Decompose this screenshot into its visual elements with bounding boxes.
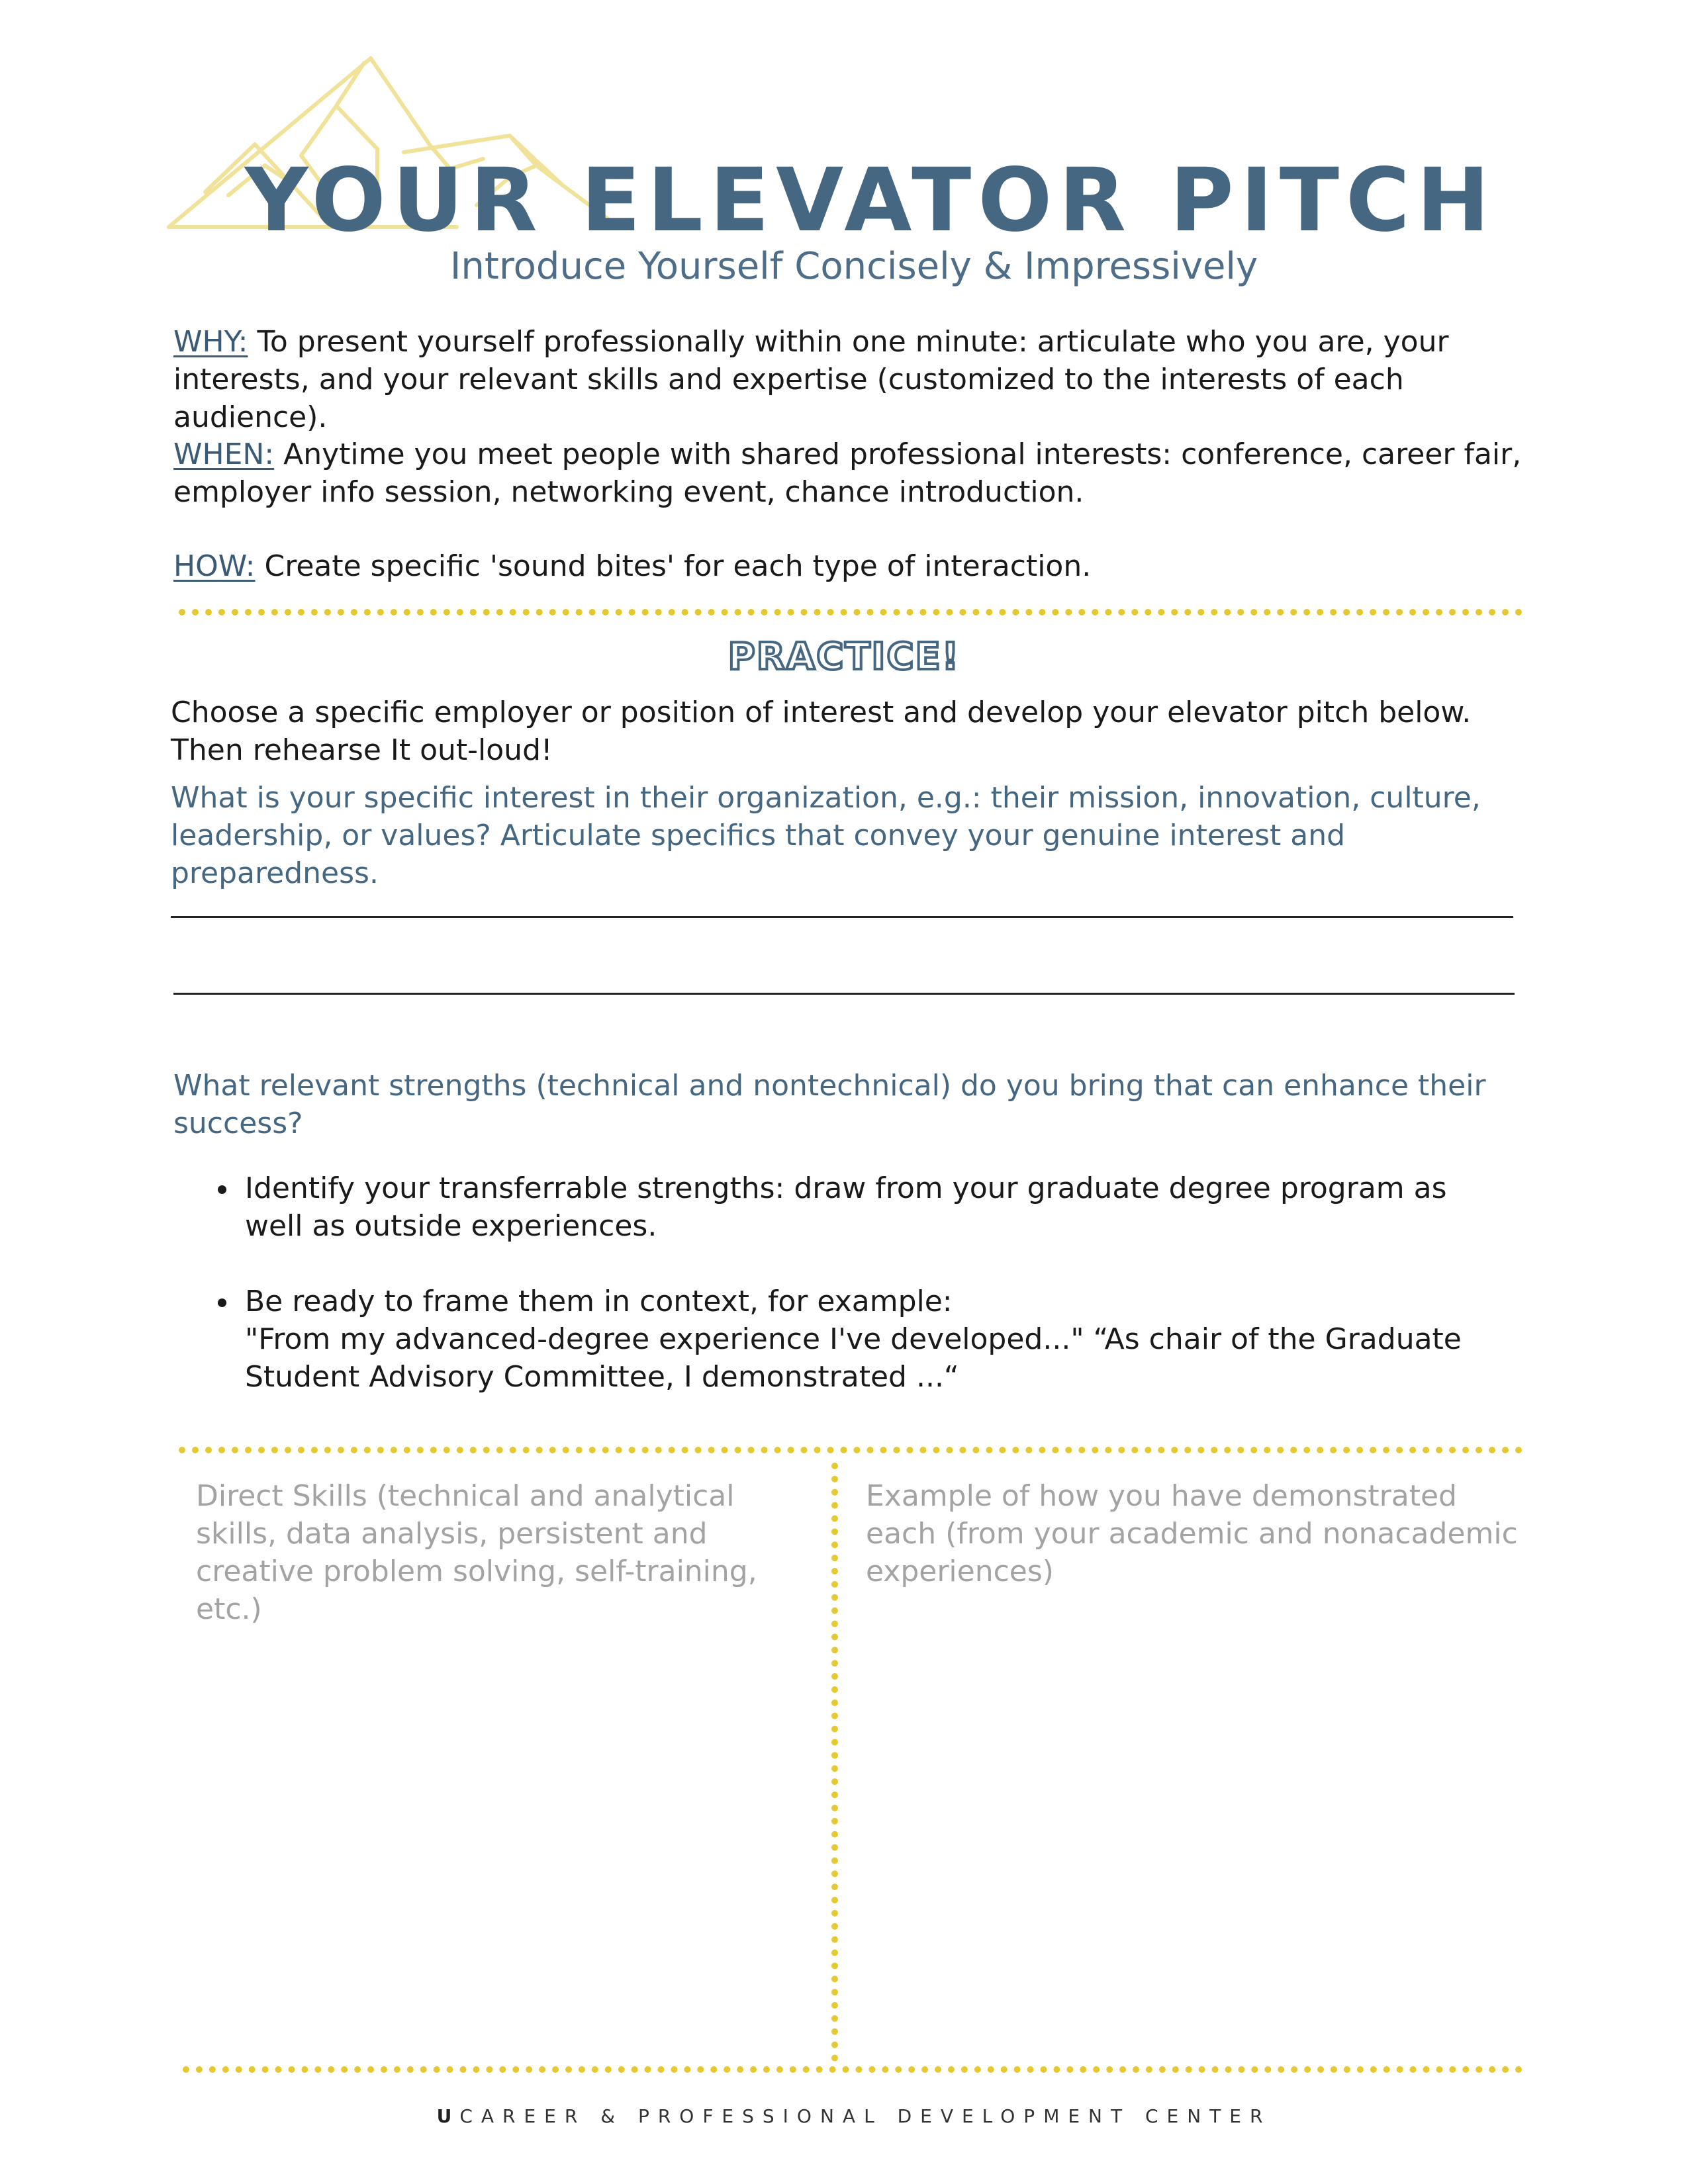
university-logo-icon: U [436, 2105, 452, 2127]
when-paragraph [173, 435, 1537, 511]
bullet-text: Identify your transferrable strengths: draw from your graduate degree program as well as outside experiences. [245, 1171, 1447, 1243]
when-label: WHEN: [173, 437, 275, 471]
footer-text: CAREER & PROFESSIONAL DEVELOPMENT CENTER [459, 2105, 1272, 2127]
how-paragraph [173, 547, 1537, 585]
how-text: Create specific 'sound bites' for each type of interaction. [255, 549, 1092, 583]
bullet-text: • Be ready to frame them in context, for example: [245, 1285, 953, 1318]
answer-line-2[interactable] [173, 993, 1515, 995]
worksheet-column-divider [831, 1463, 845, 2062]
bullet-example: "From my advanced-degree experience I've developed..." “As chair of the Graduate Student Advisory Committee, I demonstrated ...“ [245, 1322, 1462, 1394]
practice-heading: PRACTICE! [727, 635, 961, 678]
practice-instructions [171, 694, 1548, 769]
page-subtitle: Introduce Yourself Concisely & Impressively [449, 245, 1258, 288]
section-divider-top [179, 609, 1523, 622]
worksheet-right-answer-area[interactable] [854, 1569, 1516, 2058]
answer-line-1[interactable] [171, 916, 1513, 918]
worksheet-right-header: Example of how you have demonstrated each (from your academic and nonacademic experiences) [866, 1479, 1518, 1588]
why-text: To present yourself professionally within one minute: articulate who you are, your interests, and your relevant skills and expertise (customized to the interests of each audience). [173, 325, 1449, 434]
why-label: WHY: [173, 325, 248, 359]
why-paragraph [173, 323, 1537, 436]
worksheet-left-header: Direct Skills (technical and analytical skills, data analysis, persistent and creative problem solving, self-training, etc.) [196, 1479, 757, 1626]
list-item [240, 1169, 1504, 1245]
list-item [240, 1283, 1504, 1396]
worksheet-divider-top [179, 1447, 1523, 1460]
footer [0, 2103, 1688, 2130]
worksheet-divider-bottom [183, 2066, 1523, 2079]
strengths-bullet-list [173, 1169, 1504, 1433]
question-interest: What is your specific interest in their organization, e.g.: their mission, innovation, culture, leadership, or values? Articulate specifics that convey your genuine interest and preparedness. [171, 781, 1481, 890]
page-title: YOUR ELEVATOR PITCH [244, 150, 1497, 251]
question-strengths: What relevant strengths (technical and nontechnical) do you bring that can enhance their success? [173, 1069, 1486, 1140]
instructions-line-1: Choose a specific employer or position of interest and develop your elevator pitch below. [171, 696, 1472, 729]
when-text: Anytime you meet people with shared professional interests: conference, career fair, employer info session, networking event, chance introduction. [173, 437, 1522, 509]
worksheet-left-answer-area[interactable] [185, 1569, 821, 2058]
how-label: HOW: [173, 549, 256, 583]
instructions-line-2: Then rehearse It out-loud! [171, 733, 553, 767]
